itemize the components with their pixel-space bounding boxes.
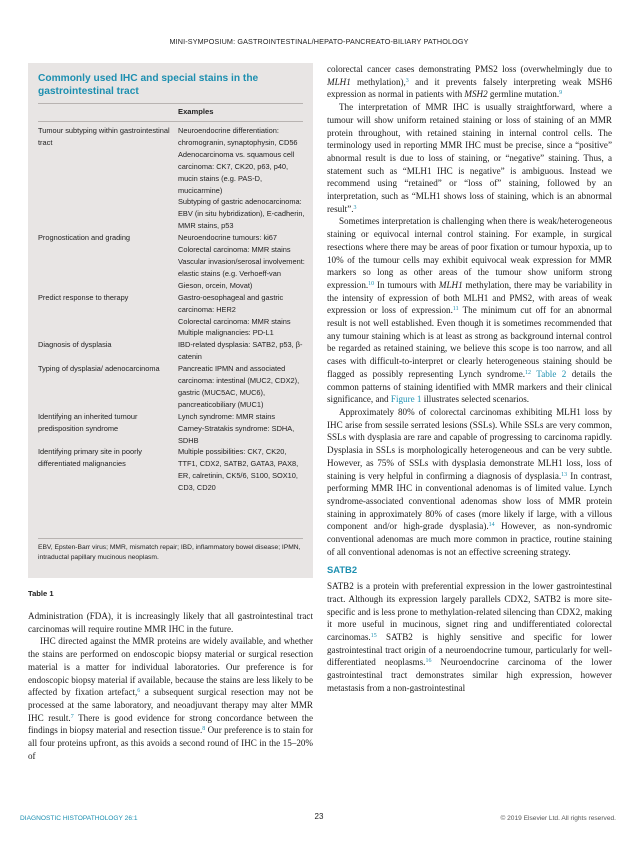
- paragraph: Sometimes interpretation is challenging when there is weak/heterogeneous staining or equivocal internal control staining. For example, in surgical resections where there may be areas of poor fixation or tumour hypoxia, up to 10% of the tumour cells may exhibit equivocal weak expression for MMR markers so long as other areas of the tumour show uniform strong expression.$^{10}$ In tumours with MLH1 methylation, there may be variability in the intensity of expression of both MLH1 and PMS2, with areas of weak expression or loss of expression.$^{11}$ The minimum cut off for an abnormal result is not well established. Even though it is sometimes recommended that any tumour staining which is at least as strong as background internal control be regarded as retained staining, we believe this scope is too narrow, and all cases with difficult-to-interpret or clearly heterogeneous staining should be flagged as possibly representing Lynch syndrome.$^{12}$ Table 2 details the common patterns of staining identified with MMR markers and their clinical significance, and Figure 1 illustrates selected scenarios.: [327, 216, 613, 405]
- table-row-examples: [178, 363, 306, 411]
- table-example: Multiple malignancies: PD-L1: [178, 328, 274, 338]
- table-row: [38, 125, 306, 232]
- table-label: Table 1: [28, 589, 54, 598]
- table-example: Subtyping of gastric adenocarcinoma: EBV (in situ hybridization), E-cadherin, MMR stains, p53: [178, 197, 305, 231]
- table-row-examples: [178, 446, 306, 494]
- table-example: Multiple possibilities: CK7, CK20, TTF1, CDX2, SATB2, GATA3, PAX8, ER, calretinin, CK5/6, S100, SOX10, CD3, CD20: [178, 447, 299, 493]
- citation-link[interactable]: 9: [559, 90, 563, 97]
- table-title: Commonly used IHC and special stains in the gastrointestinal tract: [38, 73, 259, 97]
- citation-link[interactable]: 16: [425, 658, 432, 665]
- right-column: [327, 63, 612, 694]
- citation-link[interactable]: 3: [405, 77, 409, 84]
- table-example: Lynch syndrome: MMR stains: [178, 411, 276, 421]
- table-example: Vascular invasion/serosal involvement: elastic stains (e.g. Verhoeff-van Gieson, orcein, Movat): [178, 256, 305, 290]
- table-row: [38, 292, 306, 340]
- citation-link[interactable]: 7: [70, 713, 74, 720]
- table-example: Neuroendocrine tumours: ki67: [178, 233, 278, 243]
- table-row-label: Prognostication and grading: [38, 233, 131, 243]
- table-body: [38, 125, 306, 494]
- table-example: Pancreatic IPMN and associated carcinoma: intestinal (MUC2, CDX2), gastric (MUC5AC, MUC6), pancreaticobiliary (MUC1): [178, 364, 300, 409]
- table-row-examples: [178, 125, 306, 232]
- citation-link[interactable]: 14: [488, 522, 495, 529]
- table-row-label: Identifying primary site in poorly differentiated malignancies: [38, 447, 142, 469]
- table-row-label: Typing of dysplasia/ adenocarcinoma: [38, 364, 160, 374]
- paragraph: The interpretation of MMR IHC is usually straightforward, where a tumour will show uniform retained staining or loss of staining of an MMR protein throughout, with retained staining in internal control cells. The terminology used in reporting MMR IHC must be precise, since a “positive” abnormal result is due to loss of staining, or “negative” staining. Thus, a statement such as “MLH1 IHC is negative” is ambiguous. Instead we recommend using “retained” or “loss of” staining, followed by an interpretation, such as “MLH1 shows loss of staining, which is an abnormal result”.$^3$: [327, 102, 612, 214]
- table-example: Gastro-oesophageal and gastric carcinoma: HER2: [178, 292, 284, 314]
- section-heading: SATB2: [327, 564, 358, 576]
- table-example: IBD-related dysplasia: SATB2, p53, β-catenin: [178, 340, 303, 362]
- table-example: Colorectal carcinoma: MMR stains: [178, 245, 291, 255]
- table-row: [38, 411, 306, 447]
- table-row: [38, 339, 306, 363]
- table-example: Carney-Stratakis syndrome: SDHA, SDHB: [178, 423, 295, 445]
- table-1-box: [28, 63, 313, 578]
- table-row: [38, 232, 306, 292]
- table-row: [38, 363, 306, 411]
- table-rule-bottom: [38, 538, 303, 539]
- citation-link[interactable]: 11: [452, 306, 459, 313]
- left-column: [28, 610, 313, 762]
- citation-link[interactable]: 15: [370, 632, 377, 639]
- paragraph: colorectal cancer cases demonstrating PMS2 loss (overwhelmingly due to MLH1 methylation),$^3$ and it prevents falsely interpreting weak MSH6 expression as normal in patients with MSH2 germline mutation.$^9$: [327, 64, 612, 100]
- table-footnote: EBV, Epsten-Barr virus; MMR, mismatch repair; IBD, inflammatory bowel disease; IPMN, intraductal papillary mucinous neoplasm.: [38, 544, 301, 561]
- copyright: © 2019 Elsevier Ltd. All rights reserved.: [500, 815, 616, 822]
- table-row-examples: [178, 339, 306, 363]
- table-row-examples: [178, 292, 306, 340]
- table-example: Neuroendocrine differentiation: chromogranin, synaptophysin, CD56: [178, 126, 298, 147]
- table-row-label: Predict response to therapy: [38, 292, 129, 302]
- table-row-label: Tumour subtyping within gastrointestinal tract: [38, 126, 170, 147]
- table-2-link[interactable]: Table 2: [536, 368, 567, 379]
- table-column-header: Examples: [178, 107, 214, 116]
- page-number: 23: [314, 812, 324, 821]
- citation-link[interactable]: 8: [202, 726, 206, 733]
- running-head: MINI-SYMPOSIUM: GASTROINTESTINAL/HEPATO-PANCREATO-BILIARY PATHOLOGY: [169, 37, 469, 46]
- table-example: Colorectal carcinoma: MMR stains: [178, 316, 291, 326]
- table-rule-header: [38, 121, 303, 122]
- citation-link[interactable]: 13: [561, 471, 568, 478]
- citation-link[interactable]: 12: [525, 369, 532, 376]
- table-rule-top: [38, 103, 303, 104]
- journal-footer: DIAGNOSTIC HISTOPATHOLOGY 26:1: [20, 815, 138, 822]
- citation-link[interactable]: 10: [368, 280, 375, 287]
- citation-link[interactable]: 6: [137, 688, 141, 695]
- paragraph: IHC directed against the MMR proteins are widely available, and whether the stains are performed on endoscopic biopsy material or surgical resection material is a matter for individual laboratories. Our preference is for endoscopic biopsy material if available, because the stains are less likely to be affected by fixation artefact,$^6$ a subsequent surgical resection may not be processed at the same laboratory, and neoadjuvant therapy may alter MMR IHC result.$^7$ There is good evidence for strong concordance between the findings in biopsy material and resection tissue.$^8$ Our preference is to stain for all four proteins upfront, as this avoids a second round of IHC in the 15–20% of: [28, 636, 314, 761]
- table-row-examples: [178, 232, 306, 292]
- table-example: Adenocarcinoma vs. squamous cell carcinoma: CK7, CK20, p63, p40, mucin stains (e.g. PAS-D, mucicarmine): [178, 149, 295, 195]
- table-row-label: Diagnosis of dysplasia: [38, 340, 112, 350]
- paragraph: Administration (FDA), it is increasingly likely that all gastrointestinal tract carcinomas will require routine MMR IHC in the future.: [28, 611, 313, 634]
- figure-1-link[interactable]: Figure 1: [390, 394, 422, 405]
- table-row-examples: [178, 411, 306, 447]
- table-row-label: Identifying an inherited tumour predisposition syndrome: [38, 411, 138, 433]
- table-row: [38, 446, 306, 494]
- paragraph: Approximately 80% of colorectal carcinomas exhibiting MLH1 loss by IHC arise from sessile serrated lesions (SSLs). While SSLs are very common, SSLs with dysplasia are rare and capable of progressing to carcinoma rapidly. Dysplasia in SSLs is morphologically heterogeneous and can be very subtle. However, as 75% of SSLs with dysplasia demonstrate MLH1 loss, loss of staining is very helpful in confirming a diagnosis of dysplasia.$^{13}$ In contrast, performing MMR IHC in conventional adenomas is of limited value. Lynch syndrome-associated conventional adenomas show loss of MMR protein staining in approximately 80% of cases (more likely if large, with a villous component and/or high-grade dysplasia).$^{14}$ However, as non-syndromic conventional adenomas are much more common in practice, routine staining of all conventional adenomas is not an effective screening strategy.: [327, 406, 612, 557]
- citation-link[interactable]: 3: [353, 204, 357, 211]
- paragraph: SATB2 is a protein with preferential expression in the lower gastrointestinal tract. Although its expression largely parallels CDX2, SATB2 is more site-specific and is less prone to methylation-related silencing than CDX2, making it more useful in mucinous, signet ring and undifferentiated colorectal carcinomas.$^{15}$ SATB2 is highly sensitive and specific for lower gastrointestinal tract origin of a neuroendocrine tumour, particularly for well-differentiated neoplasms.$^{16}$ Neuroendocrine carcinoma of the lower gastrointestinal tract demonstrates similar high expression, however metastasis from a non-gastrointestinal: [327, 581, 613, 693]
